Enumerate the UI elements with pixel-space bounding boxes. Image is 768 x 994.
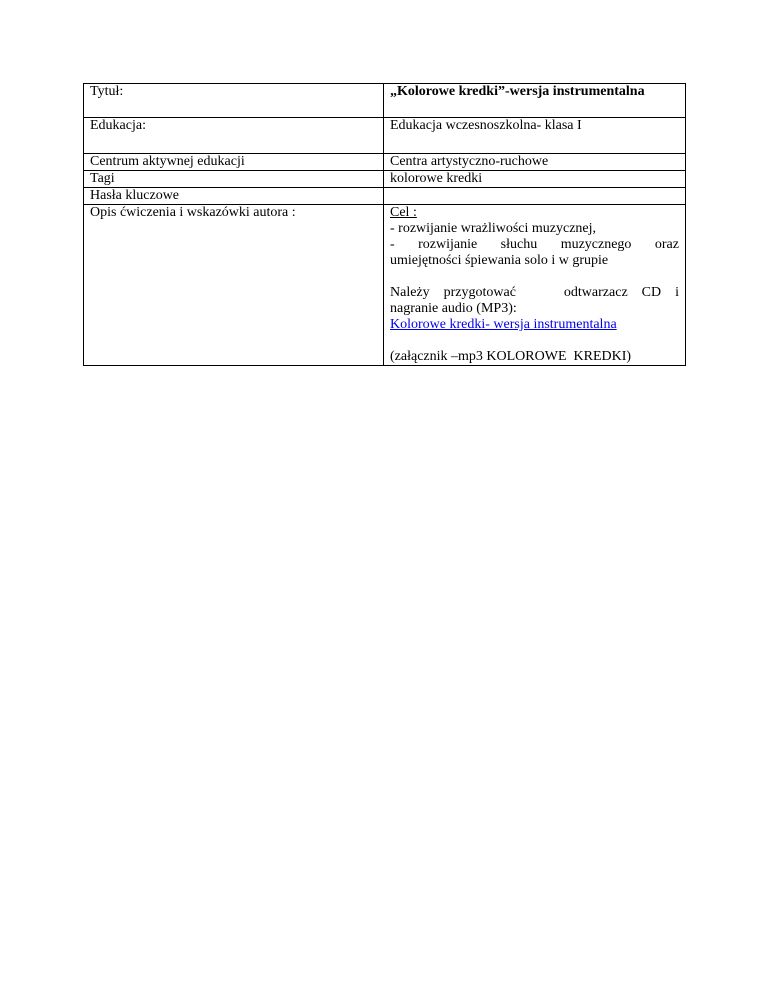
goal-word: - bbox=[390, 237, 395, 252]
education-label: Edukacja: bbox=[84, 118, 384, 154]
word-gap bbox=[530, 285, 550, 301]
spacer bbox=[390, 333, 679, 349]
education-row bbox=[84, 118, 686, 154]
goal-word: muzycznego bbox=[560, 237, 632, 252]
prep-line bbox=[390, 285, 679, 301]
description-label: Opis ćwiczenia i wskazówki autora : bbox=[84, 205, 384, 366]
title-value: „Kolorowe kredki”-wersja instrumentalna bbox=[384, 84, 686, 118]
goal-word: słuchu bbox=[500, 237, 538, 252]
keywords-value bbox=[384, 188, 686, 205]
tags-row bbox=[84, 171, 686, 188]
keywords-label: Hasła kluczowe bbox=[84, 188, 384, 205]
goal-item-2-cont: umiejętności śpiewania solo i w grupie bbox=[390, 253, 609, 268]
audio-link[interactable]: Kolorowe kredki- wersja instrumentalna bbox=[390, 317, 617, 332]
prep-word: Należy bbox=[390, 285, 430, 300]
goal-word: rozwijanie bbox=[418, 237, 478, 252]
document-page bbox=[83, 83, 685, 366]
prep-cont: nagranie audio (MP3): bbox=[390, 301, 517, 316]
centrum-row bbox=[84, 154, 686, 171]
keywords-row bbox=[84, 188, 686, 205]
education-value: Edukacja wczesnoszkolna- klasa I bbox=[384, 118, 686, 154]
goal-item-2-line bbox=[390, 237, 679, 253]
centrum-label: Centrum aktywnej edukacji bbox=[84, 154, 384, 171]
goal-heading: Cel : bbox=[390, 205, 417, 220]
prep-word: odtwarzacz bbox=[563, 285, 628, 300]
description-content bbox=[384, 205, 686, 366]
lesson-table bbox=[83, 83, 686, 366]
title-row bbox=[84, 84, 686, 118]
tags-label: Tagi bbox=[84, 171, 384, 188]
tags-value: kolorowe kredki bbox=[384, 171, 686, 188]
description-row bbox=[84, 205, 686, 366]
prep-word: CD bbox=[641, 285, 662, 300]
attachment-note: (załącznik –mp3 KOLOROWE KREDKI) bbox=[390, 349, 632, 364]
prep-word: przygotować bbox=[443, 285, 516, 300]
title-label: Tytuł: bbox=[84, 84, 384, 118]
goal-word: oraz bbox=[654, 237, 679, 252]
goal-item-1: - rozwijanie wrażliwości muzycznej, bbox=[390, 221, 597, 236]
spacer bbox=[390, 269, 679, 285]
centrum-value: Centra artystyczno-ruchowe bbox=[384, 154, 686, 171]
prep-word: i bbox=[675, 285, 679, 300]
